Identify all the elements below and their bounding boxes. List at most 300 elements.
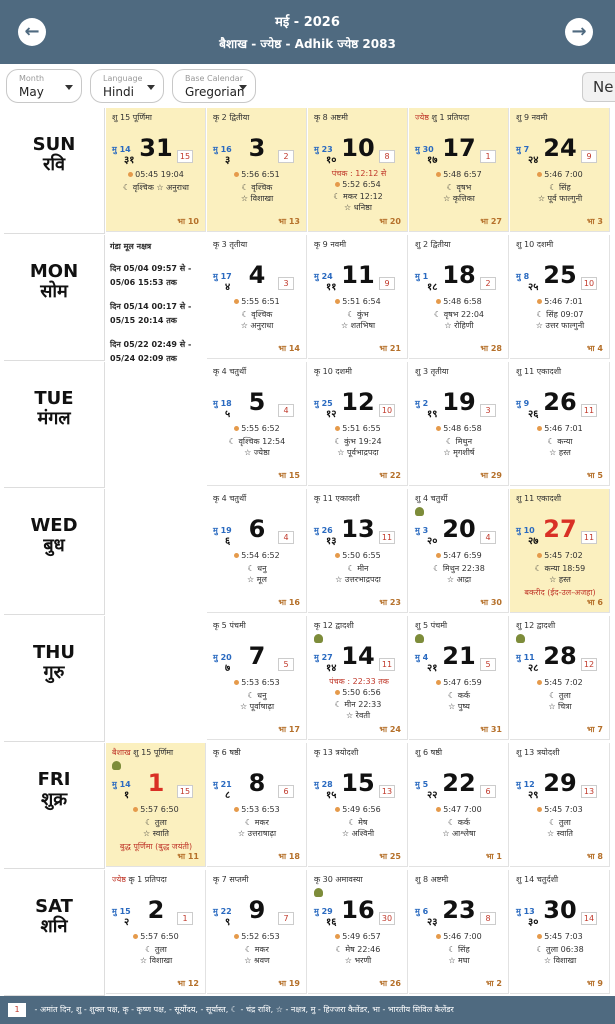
tithi-number-badge: 11 (581, 531, 597, 544)
hindi-date-numeral: २५ (528, 282, 539, 293)
indian-civil-date: भा 31 (480, 725, 502, 734)
sun-times: 5:49 6:57 (342, 932, 381, 941)
sun-times: 5:53 6:53 (241, 805, 280, 814)
hijri-date: मु 14 (112, 145, 131, 154)
hijri-date: मु 9 (516, 399, 530, 408)
indian-civil-date: भा 17 (278, 725, 300, 734)
hindi-date-numeral: १० (326, 155, 337, 166)
gregorian-date: 29 (543, 769, 577, 797)
gregorian-date: 30 (543, 896, 577, 924)
tithi-label (516, 112, 547, 123)
language-select-label: Language (103, 74, 143, 83)
tithi-label (213, 620, 246, 631)
hijri-date: मु 27 (314, 653, 333, 662)
tithi-number-badge: 15 (177, 150, 193, 163)
tithi-text: शु 10 दशमी (516, 240, 554, 249)
gregorian-date: 5 (248, 388, 266, 416)
sunrise-sunset (409, 297, 509, 306)
tithi-label (516, 874, 558, 885)
day-cell[interactable] (207, 362, 307, 486)
nakshatra: ☆ रेवती (345, 711, 371, 720)
gregorian-date: 15 (341, 769, 375, 797)
tithi-number-badge: 10 (581, 277, 597, 290)
chevron-down-icon (65, 85, 73, 90)
tithi-label (213, 747, 241, 758)
tithi-text: शु 12 द्वादशी (516, 621, 556, 630)
gregorian-date: 23 (442, 896, 476, 924)
indian-civil-date: भा 8 (586, 852, 603, 861)
nakshatra: ☆ उत्तर फाल्गुनी (535, 321, 585, 330)
tithi-label (213, 493, 246, 504)
tithi-label (415, 620, 447, 631)
sun-times: 5:45 7:02 (544, 678, 583, 687)
tithi-text: शु 2 द्वितीया (415, 240, 451, 249)
hijri-date: मु 28 (314, 780, 333, 789)
day-cell[interactable] (510, 743, 610, 867)
indian-civil-date: भा 10 (177, 217, 199, 226)
tithi-number-badge: 5 (278, 658, 294, 671)
day-label (4, 870, 105, 996)
tithi-number-badge: 6 (278, 785, 294, 798)
sunrise-icon (234, 680, 239, 685)
tithi-label (415, 239, 451, 250)
nakshatra: ☆ धनिष्ठा (344, 203, 372, 212)
hindi-date-numeral: २ (124, 917, 130, 928)
tithi-number-badge: 6 (480, 785, 496, 798)
festival-label: बकरीद (ईद-उल-अजहा) (524, 588, 596, 597)
sunrise-sunset (510, 297, 610, 306)
top-header (0, 0, 615, 64)
calendar-grid (4, 108, 611, 996)
hijri-date: मु 23 (314, 145, 333, 154)
hindi-date-numeral: १३ (326, 536, 337, 547)
moon-sign: ☾ वृश्चिक 12:54 (228, 437, 286, 446)
sunrise-sunset (106, 932, 206, 941)
hijri-date: मु 21 (213, 780, 232, 789)
gregorian-date: 8 (248, 769, 266, 797)
sun-times: 5:48 6:58 (443, 297, 482, 306)
indian-civil-date: भा 21 (379, 344, 401, 353)
day-cell[interactable] (510, 870, 610, 994)
hindi-date-numeral: ३ (225, 155, 231, 166)
sunrise-icon (537, 172, 542, 177)
nakshatra: ☆ विशाखा (240, 194, 274, 203)
next-button[interactable]: Ne (582, 72, 615, 102)
page-title: मई - 2026 (275, 15, 340, 30)
tithi-text: शु 3 तृतीया (415, 367, 449, 376)
tithi-label (516, 366, 561, 377)
gregorian-date: 26 (543, 388, 577, 416)
legend-text: - अमांत दिन, शु - शुक्ल पक्ष, कृ - कृष्ण पक्ष, - सूर्योदय, - सूर्यास्त, ☾ - चंद्र राशि, ☆ - नक्षत्र, मु - हिज्जरा कैलेंडर, भा - भारतीय सिविल कैलेंडर (34, 1005, 454, 1014)
sunrise-sunset (207, 297, 307, 306)
day-cell[interactable] (308, 489, 408, 613)
tithi-label (213, 112, 249, 123)
gregorian-date: 25 (543, 261, 577, 289)
tithi-text: शु 4 चतुर्थी (415, 494, 448, 503)
nakshatra: ☆ विशाखा (543, 956, 577, 965)
chevron-down-icon (147, 85, 155, 90)
tithi-label (516, 239, 553, 250)
month-select-value: May (19, 85, 44, 99)
day-label-en: SUN (32, 134, 76, 155)
sunrise-sunset (308, 805, 408, 814)
moon-sign: ☾ मिथुन (445, 437, 473, 446)
day-cell[interactable] (409, 743, 509, 867)
tithi-text: कृ 3 तृतीया (213, 240, 248, 249)
legend-footer (0, 996, 615, 1024)
tithi-text: कृ 4 चतुर्थी (213, 494, 247, 503)
tithi-number-badge: 11 (581, 404, 597, 417)
moon-sign: ☾ मीन (347, 564, 369, 573)
tithi-label (314, 874, 363, 885)
hijri-date: मु 14 (112, 780, 131, 789)
indian-civil-date: भा 1 (485, 852, 502, 861)
gregorian-date: 3 (248, 134, 266, 162)
sun-times: 5:47 7:00 (443, 805, 482, 814)
sun-times: 5:50 6:56 (342, 688, 381, 697)
day-cell[interactable] (207, 235, 307, 359)
sun-times: 5:56 6:51 (241, 170, 280, 179)
sunrise-icon (436, 172, 441, 177)
day-label (4, 616, 105, 742)
moon-sign: ☾ मकर (245, 945, 269, 954)
day-cell[interactable] (409, 235, 509, 359)
gregorian-date: 1 (147, 769, 165, 797)
moon-sign: ☾ तुला (145, 818, 167, 827)
moon-sign: ☾ मेष 22:46 (335, 945, 381, 954)
hindi-date-numeral: १२ (326, 409, 337, 420)
moon-sign: ☾ कन्या (547, 437, 573, 446)
tithi-text: शु 8 अष्टमी (415, 875, 449, 884)
sunrise-sunset (510, 932, 610, 941)
day-cell[interactable] (510, 108, 610, 232)
moon-sign: ☾ कुंभ (347, 310, 369, 319)
gregorian-date: 6 (248, 515, 266, 543)
tithi-number-badge: 1 (177, 912, 193, 925)
month-name-prefix: बैशाख (112, 748, 131, 757)
indian-civil-date: भा 11 (177, 852, 199, 861)
calendar-select[interactable] (172, 69, 256, 103)
sunrise-icon (234, 934, 239, 939)
hindi-date-numeral: २२ (427, 790, 438, 801)
tithi-number-badge: 4 (480, 531, 496, 544)
sunrise-icon (133, 934, 138, 939)
sunrise-icon (436, 553, 441, 558)
indian-civil-date: भा 5 (586, 471, 603, 480)
day-cell[interactable] (308, 235, 408, 359)
hijri-date: मु 20 (213, 653, 232, 662)
sun-times: 5:47 6:59 (443, 551, 482, 560)
day-cell[interactable] (409, 870, 509, 994)
nakshatra: ☆ अश्विनी (341, 829, 375, 838)
nakshatra: ☆ भरणी (344, 956, 372, 965)
sunrise-icon (234, 426, 239, 431)
gregorian-date: 27 (543, 515, 577, 543)
moon-sign: ☾ कर्क (447, 691, 470, 700)
indian-civil-date: भा 18 (278, 852, 300, 861)
tithi-number-badge: 11 (379, 658, 395, 671)
tithi-number-badge: 9 (379, 277, 395, 290)
day-cell[interactable] (510, 489, 610, 613)
day-label (4, 362, 105, 488)
sunrise-sunset (409, 170, 509, 179)
nakshatra: ☆ उत्तराषाढ़ा (237, 829, 277, 838)
nakshatra: ☆ मघा (448, 956, 470, 965)
day-cell[interactable] (207, 489, 307, 613)
day-cell[interactable] (409, 108, 509, 232)
hijri-date: मु 30 (415, 145, 434, 154)
sunrise-icon (537, 299, 542, 304)
tithi-label (314, 747, 358, 758)
gandmool-line: दिन 05/04 09:57 से - 05/06 15:53 तक (110, 264, 192, 287)
hijri-date: मु 19 (213, 526, 232, 535)
tithi-text: शु 14 चतुर्दशी (516, 875, 559, 884)
day-label-en: FRI (37, 769, 71, 790)
tithi-number-badge: 4 (278, 531, 294, 544)
sunrise-icon (335, 934, 340, 939)
nakshatra: ☆ मूल (247, 575, 267, 584)
prev-month-button[interactable]: ← (18, 18, 46, 46)
sunrise-sunset (308, 297, 408, 306)
gregorian-date: 4 (248, 261, 266, 289)
sun-times: 5:49 6:56 (342, 805, 381, 814)
sun-times: 5:57 6:50 (140, 805, 179, 814)
sunrise-icon (335, 182, 340, 187)
indian-civil-date: भा 25 (379, 852, 401, 861)
tithi-number-badge: 15 (177, 785, 193, 798)
indian-civil-date: भा 23 (379, 598, 401, 607)
sunrise-sunset (207, 932, 307, 941)
panchak-label: पंचक : 22:33 तक (329, 677, 389, 686)
tithi-text: कृ 12 द्वादशी (314, 621, 354, 630)
nakshatra: ☆ आद्रा (446, 575, 472, 584)
sunrise-sunset (409, 551, 509, 560)
sunrise-icon (234, 172, 239, 177)
language-select[interactable] (90, 69, 164, 103)
indian-civil-date: भा 2 (485, 979, 502, 988)
day-cell[interactable] (409, 616, 509, 740)
hindi-date-numeral: २१ (427, 663, 438, 674)
tithi-label (516, 493, 561, 504)
day-cell[interactable] (106, 870, 206, 994)
moon-sign: ☾ कर्क (447, 818, 470, 827)
nakshatra: ☆ हस्त (549, 448, 571, 457)
gregorian-date: 7 (248, 642, 266, 670)
nakshatra: ☆ अनुराधा (240, 321, 274, 330)
sunrise-icon (335, 426, 340, 431)
moon-sign: ☾ वृषभ (446, 183, 472, 192)
day-label (4, 743, 105, 869)
tithi-number-badge: 14 (581, 912, 597, 925)
gregorian-date: 20 (442, 515, 476, 543)
nakshatra: ☆ स्वाति (143, 829, 169, 838)
hijri-date: मु 4 (415, 653, 429, 662)
sunrise-sunset (308, 180, 408, 189)
hijri-date: मु 2 (415, 399, 429, 408)
tithi-label (112, 747, 173, 758)
sun-times: 5:53 6:53 (241, 678, 280, 687)
hindi-date-numeral: २३ (427, 917, 438, 928)
day-label-hi: शनि (40, 916, 68, 937)
tithi-number-badge: 5 (480, 658, 496, 671)
indian-civil-date: भा 7 (586, 725, 603, 734)
day-label-hi: बुध (43, 535, 65, 556)
sunrise-sunset (510, 170, 610, 179)
day-cell[interactable] (409, 362, 509, 486)
tithi-label (213, 366, 246, 377)
sunrise-icon (234, 299, 239, 304)
indian-civil-date: भा 22 (379, 471, 401, 480)
moon-sign: ☾ तुला (549, 691, 571, 700)
tithi-label (415, 874, 448, 885)
indian-civil-date: भा 24 (379, 725, 401, 734)
day-cell[interactable] (510, 362, 610, 486)
indian-civil-date: भा 19 (278, 979, 300, 988)
sunrise-icon (128, 172, 133, 177)
sunrise-icon (335, 553, 340, 558)
sunrise-sunset (510, 678, 610, 687)
gregorian-date: 24 (543, 134, 577, 162)
month-select-label: Month (19, 74, 45, 83)
day-cell[interactable] (207, 870, 307, 994)
hindi-date-numeral: २९ (528, 790, 539, 801)
tithi-text: शु 15 पूर्णिमा (133, 748, 174, 757)
sun-times: 5:48 6:57 (443, 170, 482, 179)
day-label-hi: सोम (40, 281, 68, 302)
hindi-date-numeral: १६ (326, 917, 337, 928)
sunrise-sunset (510, 424, 610, 433)
day-label (4, 489, 105, 615)
moon-sign: ☾ मकर 12:12 (333, 192, 383, 201)
hijri-date: मु 15 (112, 907, 131, 916)
day-label-en: WED (30, 515, 78, 536)
day-cell[interactable] (409, 489, 509, 613)
tithi-text: शु 5 पंचमी (415, 621, 448, 630)
controls-bar (0, 64, 615, 108)
sun-times: 5:57 6:50 (140, 932, 179, 941)
gregorian-date: 28 (543, 642, 577, 670)
tithi-text: कृ 2 द्वितीया (213, 113, 250, 122)
hijri-date: मु 3 (415, 526, 429, 535)
day-cell[interactable] (207, 616, 307, 740)
tithi-number-badge: 3 (278, 277, 294, 290)
nakshatra: ☆ विशाखा (139, 956, 173, 965)
hindi-date-numeral: ३० (528, 917, 539, 928)
day-label-en: SAT (35, 896, 73, 917)
tithi-text: कृ 7 सप्तमी (213, 875, 249, 884)
sunrise-icon (436, 807, 441, 812)
next-month-button[interactable]: → (565, 18, 593, 46)
sunrise-icon (133, 807, 138, 812)
day-cell[interactable] (106, 108, 206, 232)
hindi-date-numeral: २० (427, 536, 438, 547)
hijri-date: मु 11 (516, 653, 535, 662)
moon-sign: ☾ वृश्चिक ☆ अनुराधा (122, 183, 189, 192)
day-cell[interactable] (106, 743, 206, 867)
sunrise-sunset (106, 805, 206, 814)
sunrise-sunset (308, 424, 408, 433)
tithi-text: कृ 30 अमावस्या (314, 875, 363, 884)
day-cell[interactable] (207, 743, 307, 867)
tithi-text: कृ 9 नवमी (314, 240, 347, 249)
sunrise-icon (537, 807, 542, 812)
tithi-text: कृ 11 एकादशी (314, 494, 360, 503)
hindi-date-numeral: ७ (225, 663, 231, 674)
tithi-label (415, 366, 449, 377)
day-cell[interactable] (308, 108, 408, 232)
indian-civil-date: भा 16 (278, 598, 300, 607)
hindi-date-numeral: ११ (326, 282, 337, 293)
day-cell[interactable] (510, 235, 610, 359)
hindi-date-numeral: २७ (528, 536, 539, 547)
nakshatra: ☆ पूर्वभाद्रपदा (337, 448, 379, 457)
sunrise-icon (234, 807, 239, 812)
day-label-en: TUE (34, 388, 74, 409)
day-cell[interactable] (308, 870, 408, 994)
gregorian-date: 21 (442, 642, 476, 670)
hindi-date-numeral: २४ (528, 155, 539, 166)
day-cell[interactable] (207, 108, 307, 232)
indian-civil-date: भा 28 (480, 344, 502, 353)
day-cell[interactable] (308, 743, 408, 867)
tithi-number-badge: 13 (581, 785, 597, 798)
moon-sign: ☾ धनु (247, 564, 267, 573)
tithi-number-badge: 4 (278, 404, 294, 417)
tithi-number-badge: 3 (480, 404, 496, 417)
moon-sign: ☾ वृषभ 22:04 (433, 310, 484, 319)
day-cell[interactable] (510, 616, 610, 740)
tithi-text: कृ 10 दशमी (314, 367, 352, 376)
sun-times: 5:55 6:51 (241, 297, 280, 306)
sunrise-icon (234, 553, 239, 558)
sun-times: 5:50 6:55 (342, 551, 381, 560)
sunrise-icon (436, 680, 441, 685)
hijri-date: मु 29 (314, 907, 333, 916)
tithi-number-badge: 1 (480, 150, 496, 163)
tithi-number-badge: 9 (581, 150, 597, 163)
day-label-hi: गुरु (43, 662, 65, 683)
tithi-text: कृ 4 चतुर्थी (213, 367, 247, 376)
moon-sign: ☾ तुला (145, 945, 167, 954)
day-cell[interactable] (308, 616, 408, 740)
gregorian-date: 2 (147, 896, 165, 924)
month-select[interactable] (6, 69, 82, 103)
moon-sign: ☾ तुला (549, 818, 571, 827)
day-label-en: MON (29, 261, 79, 282)
sunrise-sunset (409, 424, 509, 433)
sunrise-sunset (510, 551, 610, 560)
indian-civil-date: भा 3 (586, 217, 603, 226)
gregorian-date: 14 (341, 642, 375, 670)
day-cell[interactable] (308, 362, 408, 486)
nakshatra: ☆ पूर्वाषाढ़ा (239, 702, 275, 711)
indian-civil-date: भा 27 (480, 217, 502, 226)
sun-times: 5:45 7:02 (544, 551, 583, 560)
sunrise-sunset (308, 688, 408, 697)
sunrise-sunset (207, 551, 307, 560)
sunrise-sunset (409, 805, 509, 814)
gandmool-title: गंडा मूल नक्षत्र (110, 242, 152, 251)
sunrise-sunset (106, 170, 206, 179)
sun-times: 5:46 7:00 (443, 932, 482, 941)
hijri-date: मु 7 (516, 145, 530, 154)
moon-sign: ☾ वृश्चिक (241, 183, 273, 192)
tithi-text: कृ 13 त्रयोदशी (314, 748, 359, 757)
tithi-number-badge: 11 (379, 531, 395, 544)
gregorian-date: 18 (442, 261, 476, 289)
hindi-date-numeral: १४ (326, 663, 337, 674)
nakshatra: ☆ ज्येष्ठा (244, 448, 270, 457)
